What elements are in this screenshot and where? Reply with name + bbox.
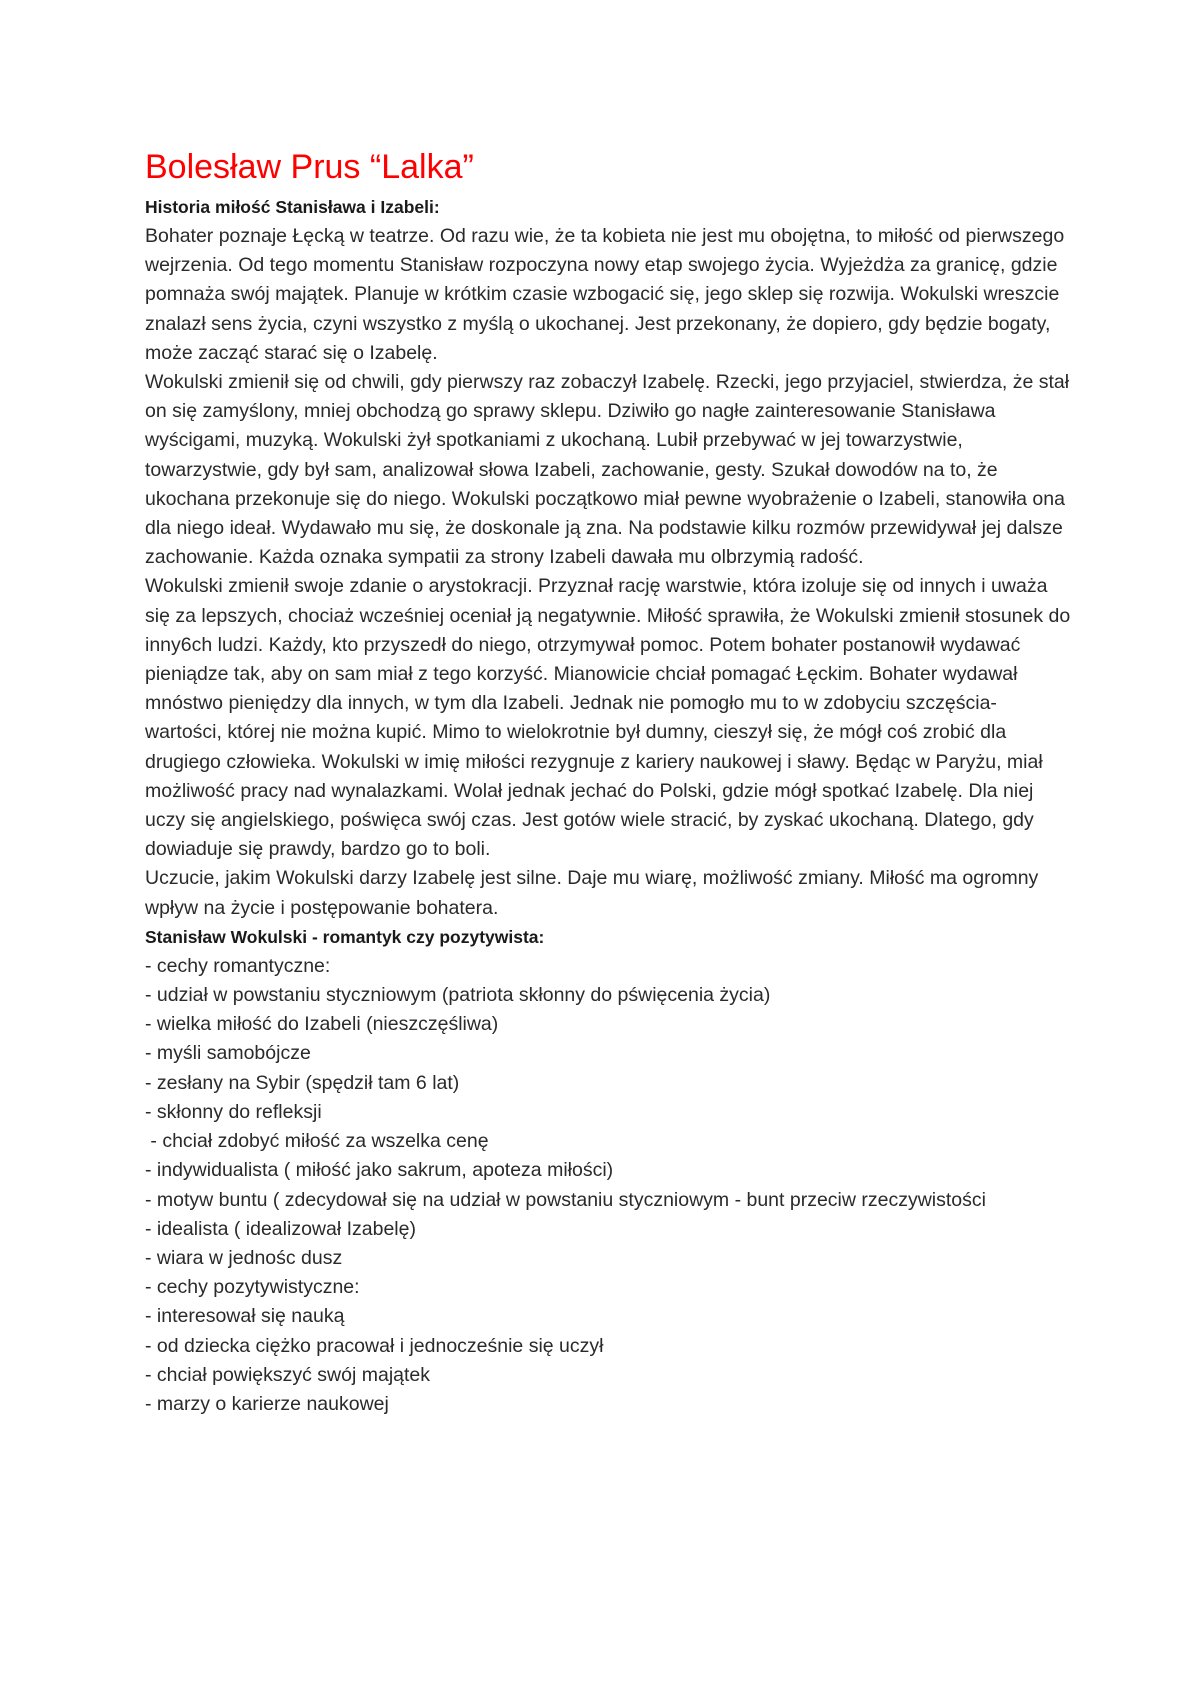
list-item: - idealista ( idealizował Izabelę): [145, 1217, 416, 1240]
list-item: - indywidualista ( miłość jako sakrum, apoteza miłości): [145, 1159, 614, 1182]
list-item: - chciał zdobyć miłość za wszelka cenę: [145, 1130, 489, 1153]
section-heading-romantic-or-positivist: Stanisław Wokulski - romantyk czy pozytywista:: [145, 926, 545, 947]
list-item: - od dziecka ciężko pracował i jednocześnie się uczył: [145, 1334, 604, 1357]
document-page: [145, 145, 1075, 1419]
list-item: - wiara w jednośc dusz: [145, 1246, 343, 1269]
paragraph: Wokulski zmienił się od chwili, gdy pierwszy raz zobaczył Izabelę. Rzecki, jego przyjaciel, stwierdza, że stał on się zamyślony, mniej obchodzą go sprawy sklepu. Dziwiło go nagłe zainteresowanie Stanisława wyścigami, muzyką. Wokulski żył spotkaniami z ukochaną. Lubił przebywać w jej towarzystwie, towarzystwie, gdy był sam, analizował słowa Izabeli, zachowanie, gesty. Szukał dowodów na to, że ukochana przekonuje się do niego. Wokulski początkowo miał pewne wyobrażenie o Izabeli, stanowiła ona dla niego ideał. Wydawało mu się, że doskonale ją zna. Na podstawie kilku rozmów przewidywał jej dalsze zachowanie. Każda oznaka sympatii za strony Izabeli dawała mu olbrzymią radość.: [145, 371, 1070, 569]
list-item: - myśli samobójcze: [145, 1042, 311, 1065]
paragraph: Uczucie, jakim Wokulski darzy Izabelę jest silne. Daje mu wiarę, możliwość zmiany. Miłość ma ogromny wpływ na życie i postępowanie bohatera.: [145, 867, 1039, 919]
document-title: Bolesław Prus “Lalka”: [145, 148, 474, 186]
list-item: - interesował się nauką: [145, 1305, 345, 1328]
list-item: - motyw buntu ( zdecydował się na udział w powstaniu styczniowym - bunt przeciw rzeczywistości: [145, 1188, 986, 1211]
list-item: - cechy romantyczne:: [145, 954, 331, 977]
list-item: - zesłany na Sybir (spędził tam 6 lat): [145, 1071, 460, 1094]
list-item: - skłonny do refleksji: [145, 1100, 322, 1123]
list-item: - cechy pozytywistyczne:: [145, 1276, 360, 1299]
list-item: - udział w powstaniu styczniowym (patriota skłonny do pświęcenia życia): [145, 984, 771, 1007]
list-item: - chciał powiększyć swój majątek: [145, 1363, 431, 1386]
list-item: - wielka miłość do Izabeli (nieszczęśliwa): [145, 1013, 499, 1036]
paragraph: Wokulski zmienił swoje zdanie o arystokracji. Przyznał rację warstwie, która izoluje się od innych i uważa się za lepszych, chociaż wcześniej oceniał ją negatywnie. Miłość sprawiła, że Wokulski zmienił stosunek do inny6ch ludzi. Każdy, kto przyszedł do niego, otrzymywał pomoc. Potem bohater postanowił wydawać pieniądze tak, aby on sam miał z tego korzyść. Mianowicie chciał pomagać Łęckim. Bohater wydawał mnóstwo pieniędzy dla innych, w tym dla Izabeli. Jednak nie pomogło mu to w zdobyciu szczęścia- wartości, której nie można kupić. Mimo to wielokrotnie był dumny, cieszył się, że mógł coś zrobić dla drugiego człowieka. Wokulski w imię miłości rezygnuje z kariery naukowej i sławy. Będąc w Paryżu, miał możliwość pracy nad wynalazkami. Wolał jednak jechać do Polski, gdzie mógł spotkać Izabelę. Dla niej uczy się angielskiego, poświęca swój czas. Jest gotów wiele stracić, by zyskać ukochaną. Dlatego, gdy dowiaduje się prawdy, bardzo go to boli.: [145, 575, 1071, 861]
list-item: - marzy o karierze naukowej: [145, 1392, 389, 1415]
paragraph: Bohater poznaje Łęcką w teatrze. Od razu wie, że ta kobieta nie jest mu obojętna, to miłość od pierwszego wejrzenia. Od tego momentu Stanisław rozpoczyna nowy etap swojego życia. Wyjeżdża za granicę, gdzie pomnaża swój majątek. Planuje w krótkim czasie wzbogacić się, jego sklep się rozwija. Wokulski wreszcie znalazł sens życia, czyni wszystko z myślą o ukochanej. Jest przekonany, że dopiero, gdy będzie bogaty, może zacząć starać się o Izabelę.: [145, 225, 1065, 364]
traits-list: [145, 952, 1075, 1419]
section-heading-love-story: Historia miłość Stanisława i Izabeli:: [145, 197, 440, 217]
